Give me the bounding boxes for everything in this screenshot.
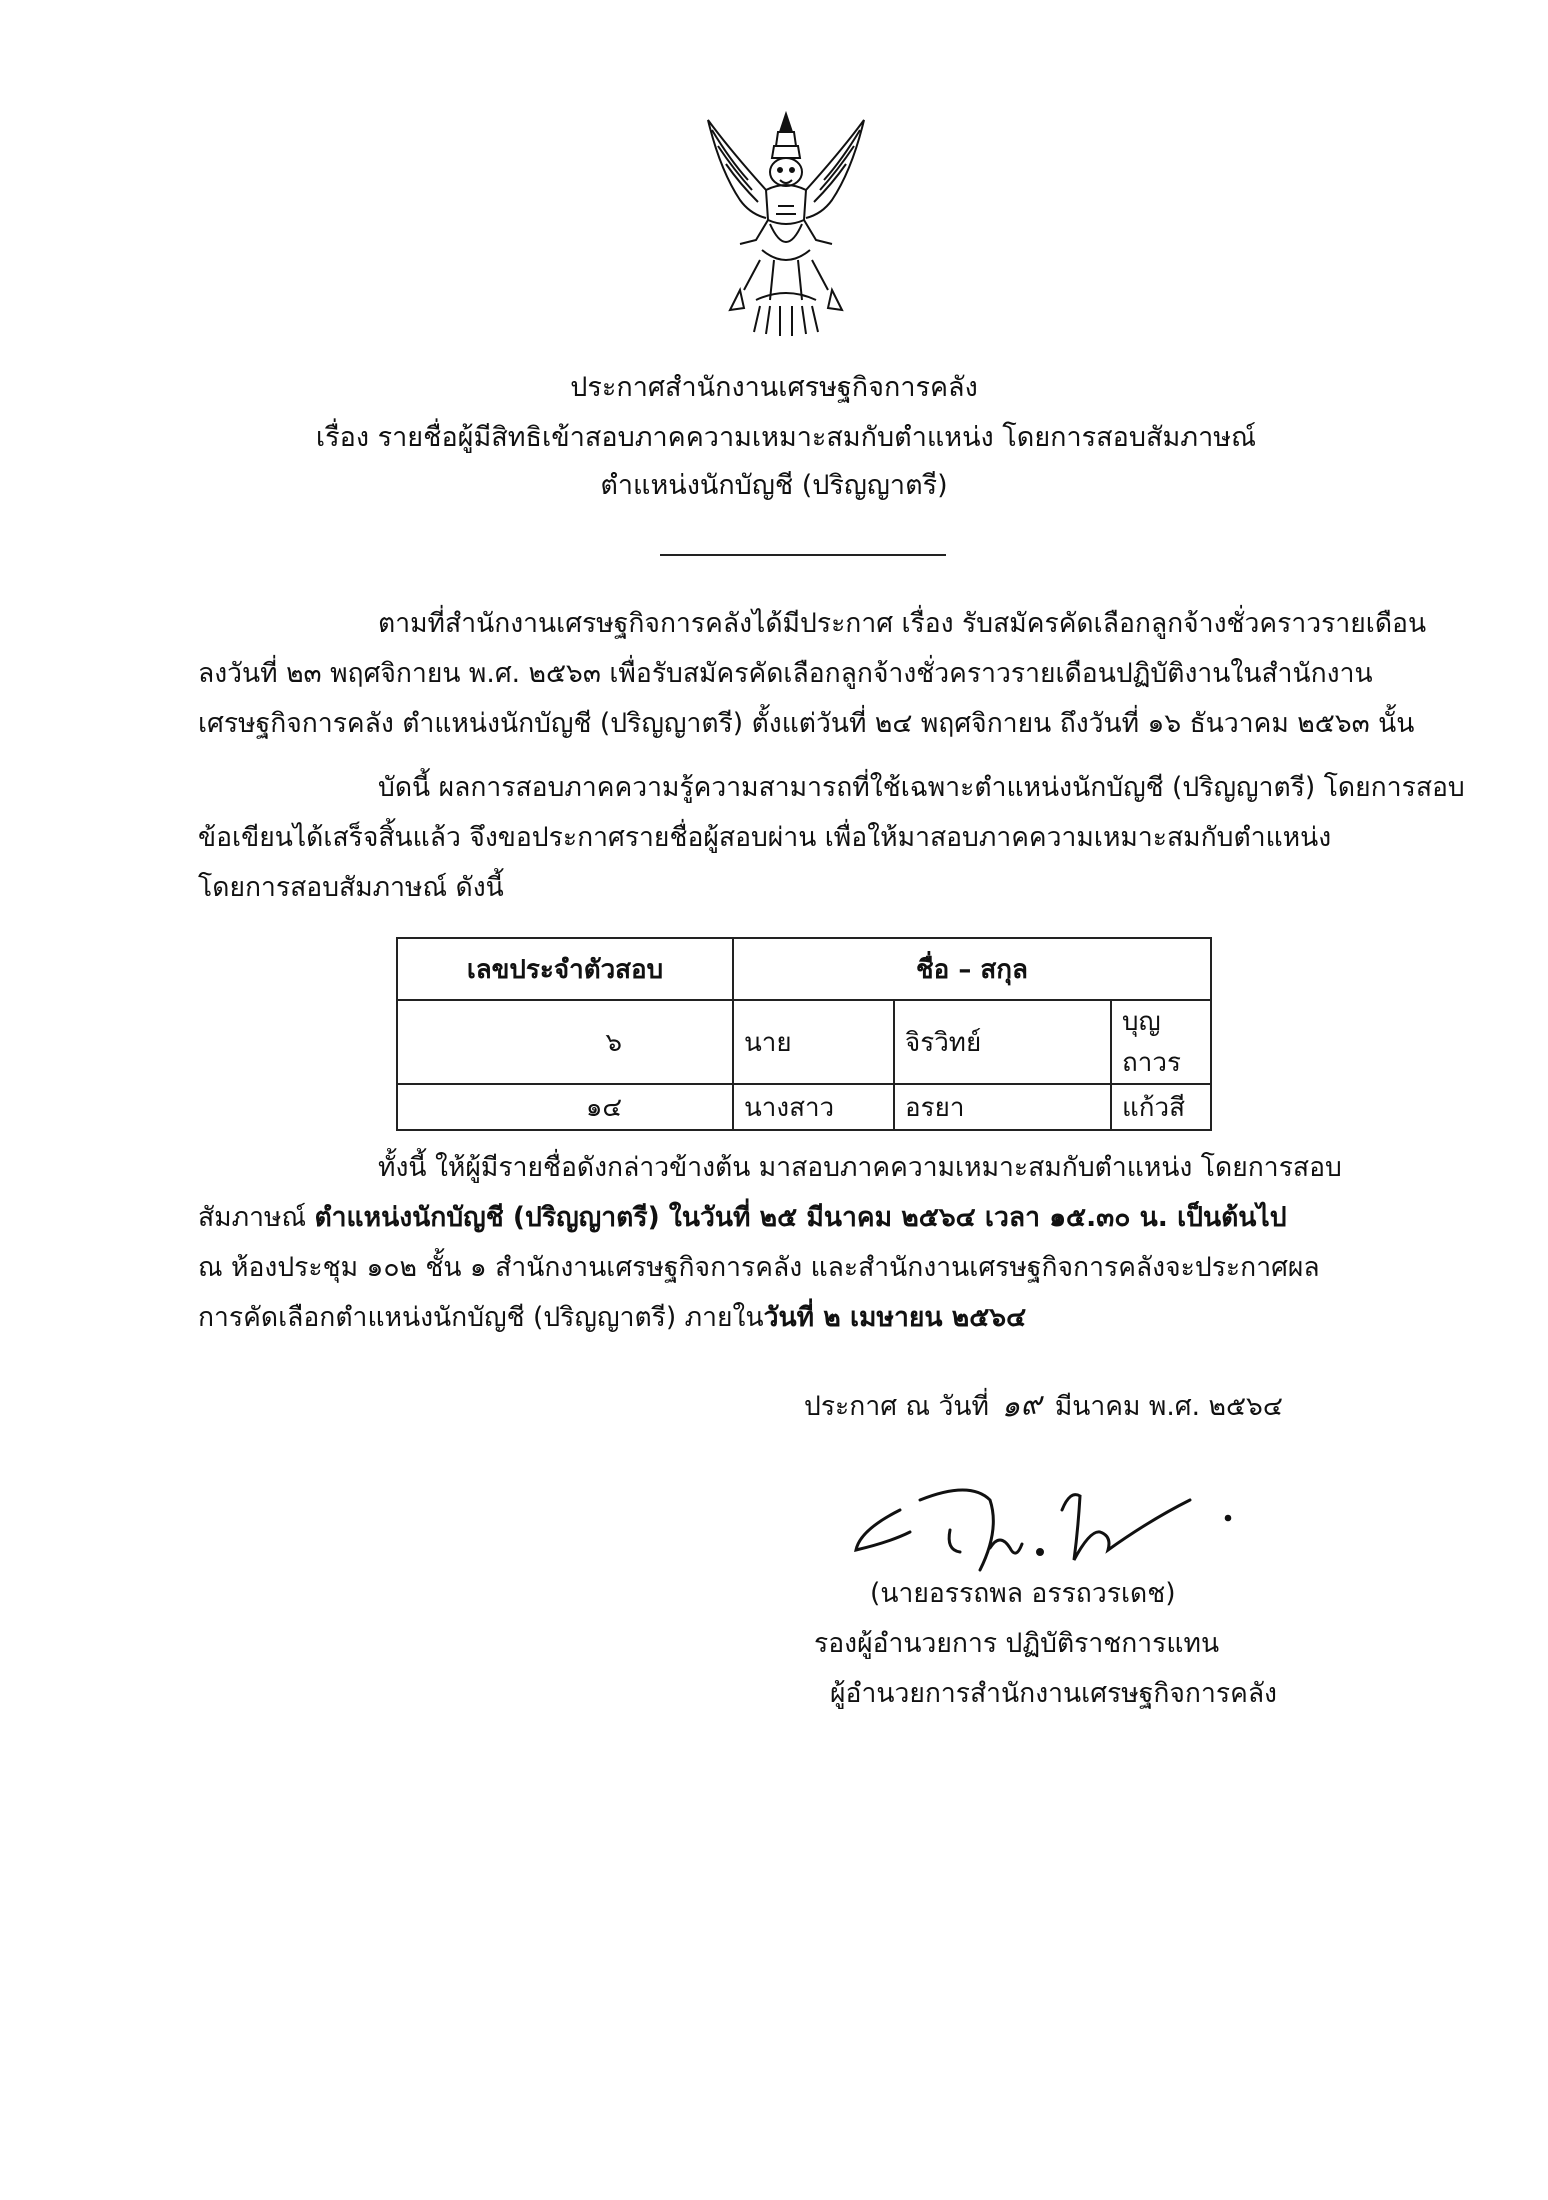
candidate-table	[396, 937, 1212, 1131]
signatory-organization: ผู้อำนวยการสำนักงานเศรษฐกิจการคลัง	[830, 1678, 1277, 1709]
announcement-position: ตำแหน่งนักบัญชี (ปริญญาตรี)	[600, 470, 948, 501]
interview-date-highlight: ตำแหน่งนักบัญชี (ปริญญาตรี) ในวันที่ ๒๕ มีนาคม ๒๕๖๔ เวลา ๑๕.๓๐ น. เป็นต้นไป	[314, 1202, 1287, 1233]
paragraph3-line2	[198, 1200, 1287, 1236]
signature-icon	[850, 1470, 1250, 1580]
table-row	[397, 1000, 1211, 1084]
paragraph1-line2: ลงวันที่ ๒๓ พฤศจิกายน พ.ศ. ๒๕๖๓ เพื่อรับสมัครคัดเลือกลูกจ้างชั่วคราวรายเดือนปฏิบัติงานในสำนักงาน	[198, 658, 1373, 689]
cell-last-name: แก้วสี	[1111, 1084, 1211, 1130]
result-date-highlight: วันที่ ๒ เมษายน ๒๕๖๔	[763, 1302, 1027, 1333]
paragraph3-line1: ทั้งนี้ ให้ผู้มีรายชื่อดังกล่าวข้างต้น มาสอบภาคความเหมาะสมกับตำแหน่ง โดยการสอบ	[378, 1152, 1342, 1183]
paragraph1-line1: ตามที่สำนักงานเศรษฐกิจการคลังได้มีประกาศ เรื่อง รับสมัครคัดเลือกลูกจ้างชั่วคราวรายเดือน	[378, 608, 1427, 639]
title-divider	[660, 554, 946, 556]
cell-exam-id: ๖	[397, 1000, 733, 1084]
table-row	[397, 1084, 1211, 1130]
paragraph3-line4	[198, 1300, 1026, 1336]
cell-last-name: บุญถาวร	[1111, 1000, 1211, 1084]
signatory-position: รองผู้อำนวยการ ปฏิบัติราชการแทน	[814, 1628, 1220, 1659]
paragraph3-line3: ณ ห้องประชุม ๑๐๒ ชั้น ๑ สำนักงานเศรษฐกิจการคลัง และสำนักงานเศรษฐกิจการคลังจะประกาศผล	[198, 1252, 1320, 1283]
header-full-name: ชื่อ – สกุล	[733, 938, 1211, 1000]
cell-first-name: จิรวิทย์	[894, 1000, 1111, 1084]
paragraph1-line3: เศรษฐกิจการคลัง ตำแหน่งนักบัญชี (ปริญญาตรี) ตั้งแต่วันที่ ๒๔ พฤศจิกายน ถึงวันที่ ๑๖ ธันวาคม ๒๕๖๓ นั้น	[198, 708, 1415, 739]
date-suffix: มีนาคม พ.ศ. ๒๕๖๔	[1054, 1391, 1283, 1422]
paragraph2-line3: โดยการสอบสัมภาษณ์ ดังนี้	[198, 872, 504, 903]
announcement-subject: เรื่อง รายชื่อผู้มีสิทธิเข้าสอบภาคความเหมาะสมกับตำแหน่ง โดยการสอบสัมภาษณ์	[315, 422, 1257, 453]
header-exam-id: เลขประจำตัวสอบ	[397, 938, 733, 1000]
announcement-date	[804, 1385, 1283, 1426]
date-prefix: ประกาศ ณ วันที่	[804, 1391, 989, 1422]
cell-first-name: อรยา	[894, 1084, 1111, 1130]
table-header-row	[397, 938, 1211, 1000]
paragraph3-line4-prefix: การคัดเลือกตำแหน่งนักบัญชี (ปริญญาตรี) ภายใน	[198, 1302, 764, 1333]
paragraph3-line2-prefix: สัมภาษณ์	[198, 1202, 315, 1233]
signatory-name: (นายอรรถพล อรรถวรเดช)	[870, 1578, 1176, 1609]
announcement-title: ประกาศสำนักงานเศรษฐกิจการคลัง	[570, 372, 978, 403]
date-day: ๑๙	[999, 1385, 1045, 1426]
paragraph2-line2: ข้อเขียนได้เสร็จสิ้นแล้ว จึงขอประกาศรายชื่อผู้สอบผ่าน เพื่อให้มาสอบภาคความเหมาะสมกับตำแหน่ง	[198, 822, 1332, 853]
cell-title: นาย	[733, 1000, 894, 1084]
paragraph2-line1: บัดนี้ ผลการสอบภาคความรู้ความสามารถที่ใช้เฉพาะตำแหน่งนักบัญชี (ปริญญาตรี) โดยการสอบ	[378, 772, 1465, 803]
cell-exam-id: ๑๔	[397, 1084, 733, 1130]
garuda-emblem-icon	[700, 110, 872, 340]
cell-title: นางสาว	[733, 1084, 894, 1130]
